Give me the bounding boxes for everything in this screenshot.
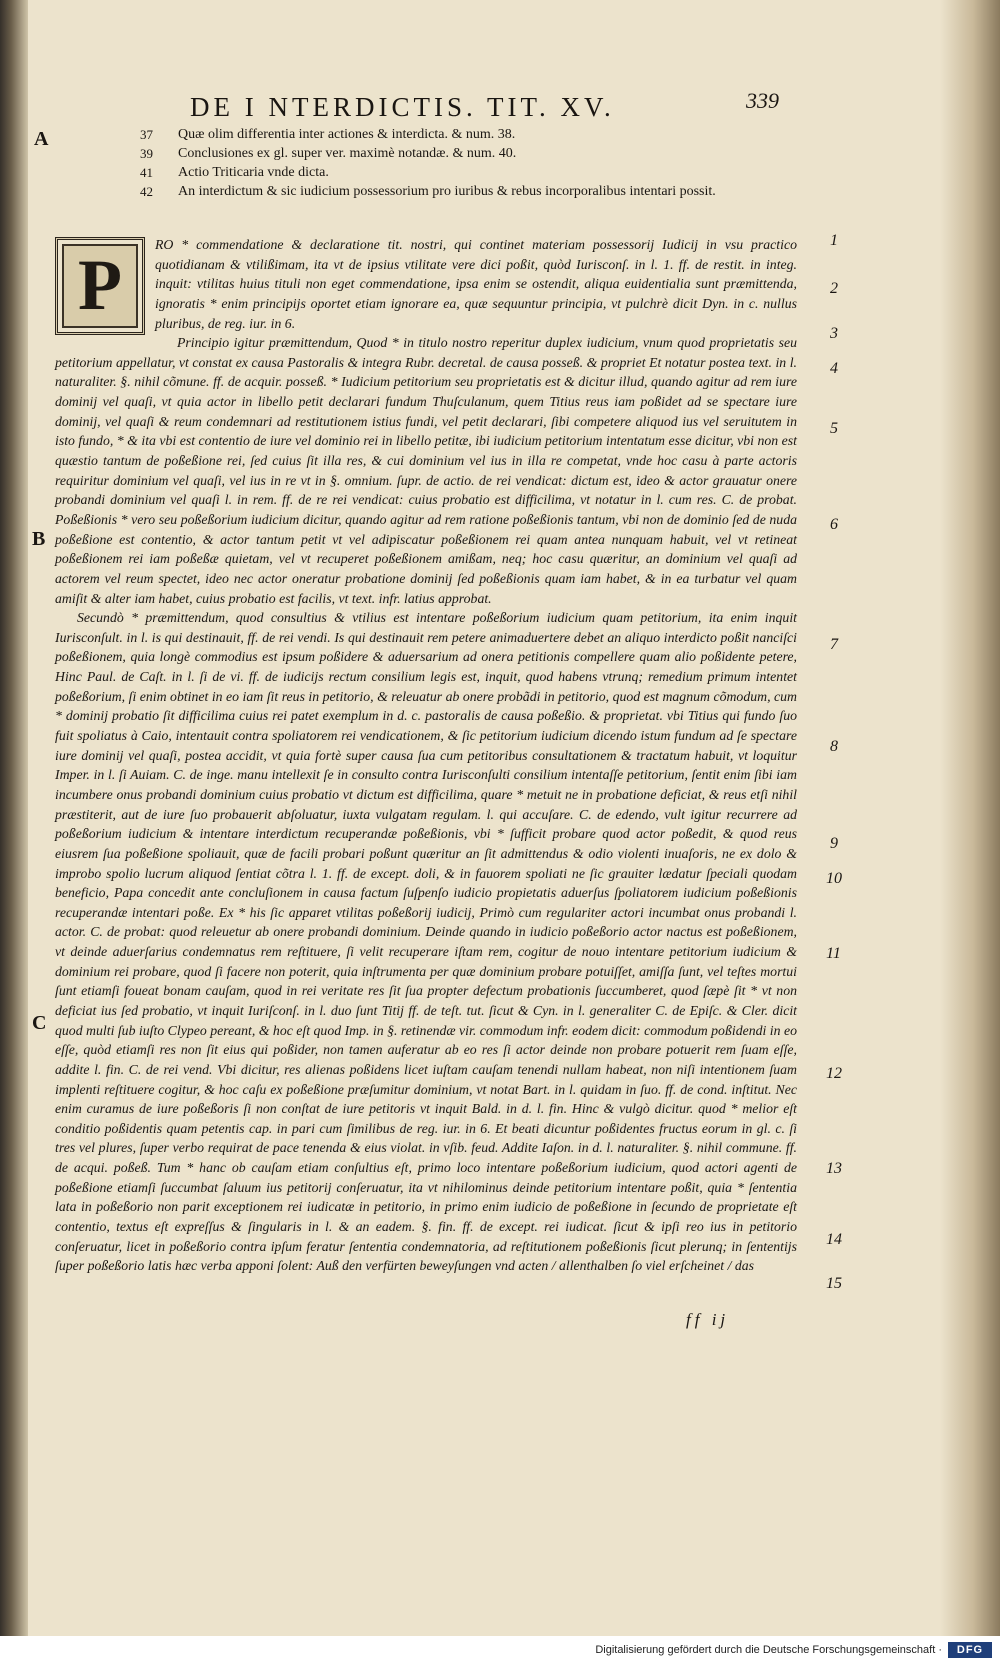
page-edge-shadow [940, 0, 1000, 1636]
margin-number: 11 [826, 945, 841, 962]
margin-number: 7 [830, 636, 838, 653]
margin-number: 9 [830, 835, 838, 852]
binding-gutter [0, 0, 28, 1636]
paragraph-3: Secundò * præmittendum, quod consultius & vtilius est intentare poßeßorium iudicium quam petitorium, ita enim inquit Iurisconſult. in l. is qui destinauit, ff. de rei vendi. Is qui destinauit rem petere animaduertere debet an aliquo interdicto poßit nanciſci poßeßionem, quia longè commodius est ipsum poßidere & aduersarium ad onera petitionis compellere quam alio poßidente petere, Hinc Paul. de Caſt. in l. ſi de vi. ff. de iudicijs rectum consilium legis est, inquit, quod habens vtrunq; remedium primum intentet poßeßorium, ſi enim obtinet in eo iam ſit reus in petitorio, & releuatur ab onere probãdi in petitorio, quod est magnum cõmodum, cum * dominij probatio ſit difficilima cuius rei patet exemplum in d. c. pastoralis de causa poßeßio. & proprietat. vbi Titius qui fundo ſuo fuit spoliatus à Caio, intentauit contra spoliatorem rei vendicationem, & ſic petitorium iudicium dicendo istum fundum ad ſe spectare iure dominij vel quaſi, postea accidit, vt quia fortè super causa ſua cum petitoribus consultationem & tractatum habuit, vt loquitur Imper. in l. ſi Auiam. C. de inge. manu intellexit ſe in consulto contra Iurisconſulti consilium intentaſſe petitorium, ſentit enim ſibi iam incumbere onus probandi dominium cuius probatio vt dictum est difficilima, quare * metuit ne in probatione deficiat, & reus etſi nihil præstiterit, aut de iure ſuo probauerit abſoluatur, iuxta vulgatam regulam. l. qui accuſare. C. de edendo, vult igitur recurrere ad poßeßorium iudicium & intentare interdictum recuperandæ poßeßionis, vbi * ſufficit probare quod actor poßedit, & quod reus eiusrem ſua poßeßione spoliauit, quæ de facili probari poßunt quæritur an ſit admittendus & odio violenti inuaſoris, ne ex dolo & improbo spolio lucrum aliquod ſentiat cõtra l. 1. ff. de except. doli, & in fauorem spoliati ne ſic grauiter lædatur ſpeciali quodam beneficio, Papa concedit ante concluſionem in causa factum ſuſpenſo iudicio propietatis aduerſus ſpoliatorem iudicium poßeßionis recuperandæ intentari poße. Ex * his ſic apparet vtilitas poßeßorij iudicij, Primò cum regulariter actori incumbat onus probandi l. actor. C. de probat: quod releuetur ab onere probandi dominium. Deinde quando in iudicio poßeßorio actor nactus est poßeßionem, vt deinde aduerſarius condemnatus rem reſtituere, ſi velit recuperare iſtam rem, cogitur de nouo intentare petitorium iudicium & dominium rei probare, quod ſi facere non poterit, quia inſtrumenta per quæ dominium probare potuiſſet, amiſſa ſunt, vel teſtes mortui ſunt etiamſi foueat bonam cauſam, quod in rei veritate res ſit ſua propter defectum probationis ſuccumberet, quod ſæpè ſit * vt non deficiat ius ſed probatio, vt inquit Iuriſconſ. in l. duo ſunt Titij ff. de teſt. tut. ſicut & Cyn. in l. generaliter C. de Epiſc. & Cler. dicit quod multi ſub iuſto Clypeo pereant, & hoc eſt quod Imp. in §. retinendæ vir. commodum infr. eodem dicit: commodum poßidendi in eo eſſe, quòd etiamſi res non ſit eius qui poßider, non tamen auferatur ab eo res ſi actor deinde non probare potuerit rem ſuam eſſe, addite l. fin. C. de rei vend. Vbi dicitur, res alienas poßidens licet iuſtam cauſam tenendi nullam habeat, non niſi intentionem ſuam implenti reſtituere cogitur, & hoc caſu ex poßeßione præſumitur dominium, vt notat Bart. in l. quidam in ſuo. ff. de cond. inſtitut. Nec enim curamus de iure poßeßoris ſi non conſtat de iure petitoris vt inquit Bald. in d. l. fin. Hinc & vulgò dicitur. quod * melior eſt conditio poßidentis quam petentis cap. in pari cum ſimilibus de reg. iur. in 6. Et beati dicuntur poßidentes fructus eorum in gl. c. ſi tres vel plures, ſuper verbo requirat de pace tenenda & eius violat. in vſib. feud. Addite Iaſon. in d. l. naturaliter. §. nihil commune. ff. de acqui. poßeß. Tum * hanc ob cauſam etiam conſultius eſt, primo loco intentare poßeßorium iudicium, quod actori agenti de poßeßione etiamſi ſuccumbat ſaluum ius petitorij conſeruatur, ita vt nihilominus deinde petitorium intentare poßit, quia * ſententia lata in poßeßorio non parit exceptionem rei iudicatæ in petitorio, in primo enim iudicio de poßeßione in ſecundo de proprietate eſt contentio, textus eſt expreſſus & ſingularis in l. & an eadem. §. fin. ff. de except. rei iudicat. ſicut & ipſi reo ius in petitorio conſeruatur, licet in poßeßorio contra ipſum feratur ſententia condemnatoria, ad reſtitutionem poßeßionis ſicut plerunq; in ſententijs ſuper poßeßorio latis hæc verba apponi ſolent: Auß den verfürten beweyſungen vnd acten / allenthalben ſo viel erſcheinet / das [55, 610, 797, 1274]
summary-item [140, 163, 800, 182]
margin-number: 3 [830, 325, 838, 342]
running-head: DE I NTERDICTIS. TIT. XV. [190, 92, 615, 122]
summary-text: Conclusiones ex gl. super ver. maximè notandæ. & num. 40. [178, 146, 517, 161]
margin-number: 8 [830, 738, 838, 755]
margin-number: 13 [826, 1160, 842, 1177]
margin-number: 10 [826, 870, 842, 887]
paragraph-2: Principio igitur præmittendum, Quod * in titulo nostro reperitur duplex iudicium, vnum quod proprietatis seu petitorium appellatur, vt constat ex causa Pastoralis & integra Rubr. decretal. de causa posseß. & propriet Et notatur postea text. in l. naturaliter. §. nihil cõmune. ff. de acquir. posseß. * Iudicium petitorium seu proprietatis est & dicitur illud, quando agitur ad rem iure dominij vel quaſi, vt quia actor in libello petit declarari fundum Thuſculanum, quem Titius reus iam poßidet ad se spectare iure dominij, vel quaſi & reum condemnari ad restitutionem istius fundi, vel petit declarari, ſibi competere aliquod ius vel seruitutem in isto fundo, * & ita vbi est contentio de iure vel dominio rei in libello petitæ, ibi iudicium petitorium intentatum esse dicitur, vbi non est quæstio tantum de poßeßione rei, ſed cuius ſit illa res, & cui dominium vel ius in illa re competat, vnde hoc casu à parte actoris requiritur dominium vel quaſi, vel ius in re vt in §. omnium. ſupr. de actio. de rei vendicat: dictum est, ideo & actor grauatur onere probandi dominium vel quaſi l. in rem. ff. de re rei vendicat: cuius probatio est difficilima, vt notatur in l. cum res. C. de probat. Poßeßionis * vero seu poßeßorium iudicium dicitur, quando agitur ad rem ratione poßeßionis tantum, vbi non de dominio ſed de nuda poßeßione est contentio, & actor tantum petit vt vel adipiscatur poßeßionem rei quam antea nunquam habuit, vel vt retineat poßeßionem rei iam poßeßæ quietam, vel vt recuperet poßeßionem amißam, neq; hoc casu quæritur, an dominium vel quaſi ad actorem vel reum spectet, ideo nec actor oneratur probatione dominij ſed poßeßionis quam iam habet, & in ea turbatur vel quam amiſit & alter iam habet, cuius probatio est facilis, vt text. infr. latius approbat. [55, 335, 797, 606]
summary-number: 37 [140, 127, 153, 142]
summary-text: Quæ olim differentia inter actiones & interdicta. & num. 38. [178, 127, 516, 142]
margin-number: 12 [826, 1065, 842, 1082]
margin-number: 5 [830, 420, 838, 437]
paragraph-1: RO * commendatione & declaratione tit. nostri, qui continet materiam possessorij Iudicij in vsu practico quotidianam & vtilißimam, ita vt de ipsius vtilitate vere dici poßit, quòd Iurisconſ. in l. 1. ff. de restit. in integ. inquit: vtilitas huius tituli non eget commendatione, ipsa enim se ostendit, aliqua euidentialia sunt præmittenda, ignoratis * enim principijs oportet etiam ignorare ea, quæ sequuntur principia, vt pulchrè dicit Dyn. in c. nullus pluribus, de reg. iur. in 6. [155, 237, 797, 331]
footer-credit: Digitalisierung gefördert durch die Deutsche Forschungsgemeinschaft · [595, 1644, 942, 1656]
margin-number: 14 [826, 1231, 842, 1248]
signature-mark: ff ij [686, 1310, 730, 1329]
summary-text: Actio Triticaria vnde dicta. [178, 165, 329, 180]
section-marker-a: A [34, 128, 49, 150]
folio-number: 339 [746, 88, 779, 113]
margin-number: 15 [826, 1275, 842, 1292]
margin-number: 2 [830, 280, 838, 297]
margin-number: 6 [830, 516, 838, 533]
summary-item [140, 182, 800, 201]
decorated-initial: P [55, 237, 145, 335]
summary-number: 41 [140, 165, 153, 180]
margin-number: 4 [830, 360, 838, 377]
summary-number: 42 [140, 184, 153, 199]
summary-text: An interdictum & sic iudicium possessorium pro iuribus & rebus incorporalibus intentari possit. [178, 184, 716, 199]
summary-item [140, 125, 800, 144]
summary-item [140, 144, 800, 163]
section-marker-c: C [32, 1012, 47, 1034]
margin-number: 1 [830, 232, 838, 249]
main-text [55, 235, 797, 1276]
digitization-footer [0, 1636, 1000, 1665]
summary-list [140, 125, 800, 201]
section-marker-b: B [32, 528, 46, 550]
dfg-logo-icon: DFG [948, 1642, 992, 1658]
summary-number: 39 [140, 146, 153, 161]
